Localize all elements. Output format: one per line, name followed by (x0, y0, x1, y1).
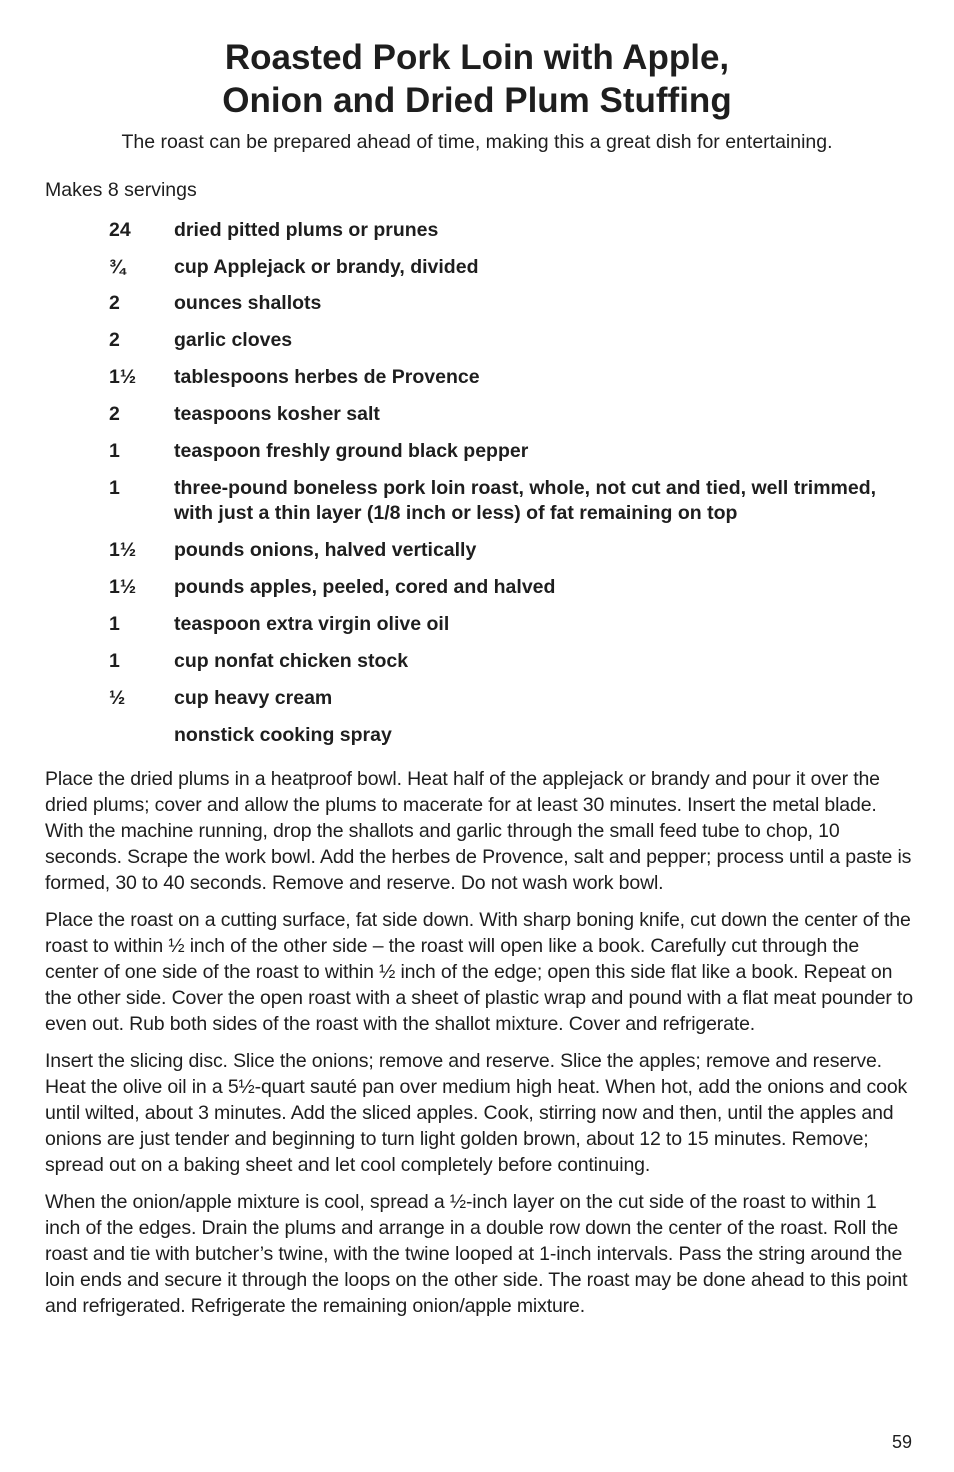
ingredient-item: cup Applejack or brandy, divided (174, 256, 479, 278)
directions (45, 766, 913, 1330)
direction-paragraph: Insert the slicing disc. Slice the onions; remove and reserve. Slice the apples; remove and reserve. Heat the olive oil in a 5½-quart sauté pan over medium high heat. When hot, add the onions and cook until wilted, about 3 minutes. Add the sliced apples. Cook, stirring now and then, until the apples and onions are just tender and beginning to turn light golden brown, about 12 to 15 minutes. Remove; spread out on a baking sheet and let cool completely before continuing. (45, 1050, 908, 1176)
ingredient-quantity: 1½ (109, 539, 137, 561)
ingredient-quantity: 1½ (109, 366, 137, 388)
ingredient-item: cup nonfat chicken stock (174, 650, 409, 672)
ingredient-quantity: 1 (109, 613, 120, 635)
recipe-title-line-2: Onion and Dried Plum Stuffing (222, 81, 732, 120)
direction-paragraph: Place the roast on a cutting surface, fat side down. With sharp boning knife, cut down the center of the roast to within ½ inch of the other side – the roast will open like a book. Carefully cut through the center of one side of the roast to within ½ inch of the edge; open this side flat like a book. Repeat on the other side. Cover the open roast with a sheet of plastic wrap and pound with a flat meat pounder to even out. Rub both sides of the roast with the shallot mixture. Cover and refrigerate. (45, 909, 914, 1035)
recipe-subtitle: The roast can be prepared ahead of time, making this a great dish for entertaining. (121, 131, 833, 153)
ingredient-item: nonstick cooking spray (174, 724, 392, 746)
ingredient-item: three-pound boneless pork loin roast, whole, not cut and tied, well trimmed, with just a thin layer (1/8 inch or less) of fat remaining on top (174, 477, 877, 524)
recipe-title-line-1: Roasted Pork Loin with Apple, (224, 38, 730, 77)
ingredient-item: cup heavy cream (174, 687, 333, 709)
ingredient-quantity: 1 (109, 650, 120, 672)
ingredient-quantity: 2 (109, 292, 120, 314)
ingredient-item: teaspoons kosher salt (174, 403, 380, 425)
ingredient-item: teaspoon extra virgin olive oil (174, 613, 450, 635)
direction-paragraph: When the onion/apple mixture is cool, spread a ½-inch layer on the cut side of the roast to within 1 inch of the edges. Drain the plums and arrange in a double row down the center of the roast. Roll the roast and tie with butcher’s twine, with the twine looped at 1-inch intervals. Pass the string around the loin ends and secure it through the loops on the other side. The roast may be done ahead to this point and refrigerated. Refrigerate the remaining onion/apple mixture. (45, 1191, 908, 1317)
ingredient-item: pounds onions, halved vertically (174, 539, 477, 561)
ingredient-item: pounds apples, peeled, cored and halved (174, 576, 556, 598)
ingredient-quantity: 2 (109, 403, 120, 425)
ingredient-item: garlic cloves (174, 329, 293, 351)
ingredient-quantity: ½ (109, 687, 126, 709)
ingredient-item: tablespoons herbes de Provence (174, 366, 480, 388)
ingredient-item: dried pitted plums or prunes (174, 219, 439, 241)
page-number: 59 (891, 1432, 912, 1452)
ingredient-quantity: 1 (109, 440, 120, 462)
recipe-title (0, 36, 954, 122)
servings-text: Makes 8 servings (45, 179, 197, 201)
ingredient-item: teaspoon freshly ground black pepper (174, 440, 529, 462)
ingredient-item: ounces shallots (174, 292, 322, 314)
direction-paragraph: Place the dried plums in a heatproof bowl. Heat half of the applejack or brandy and pour it over the dried plums; cover and allow the plums to macerate for at least 30 minutes. Insert the metal blade. With the machine running, drop the shallots and garlic through the small feed tube to chop, 10 seconds. Scrape the work bowl. Add the herbes de Provence, salt and pepper; process until a paste is formed, 30 to 40 seconds. Remove and reserve. Do not wash work bowl. (45, 768, 912, 894)
ingredient-quantity: 1½ (109, 576, 137, 598)
ingredient-quantity: 24 (109, 219, 131, 241)
ingredient-quantity: ¾ (109, 256, 126, 278)
ingredient-quantity: 1 (109, 477, 120, 499)
ingredient-quantity: 2 (109, 329, 120, 351)
